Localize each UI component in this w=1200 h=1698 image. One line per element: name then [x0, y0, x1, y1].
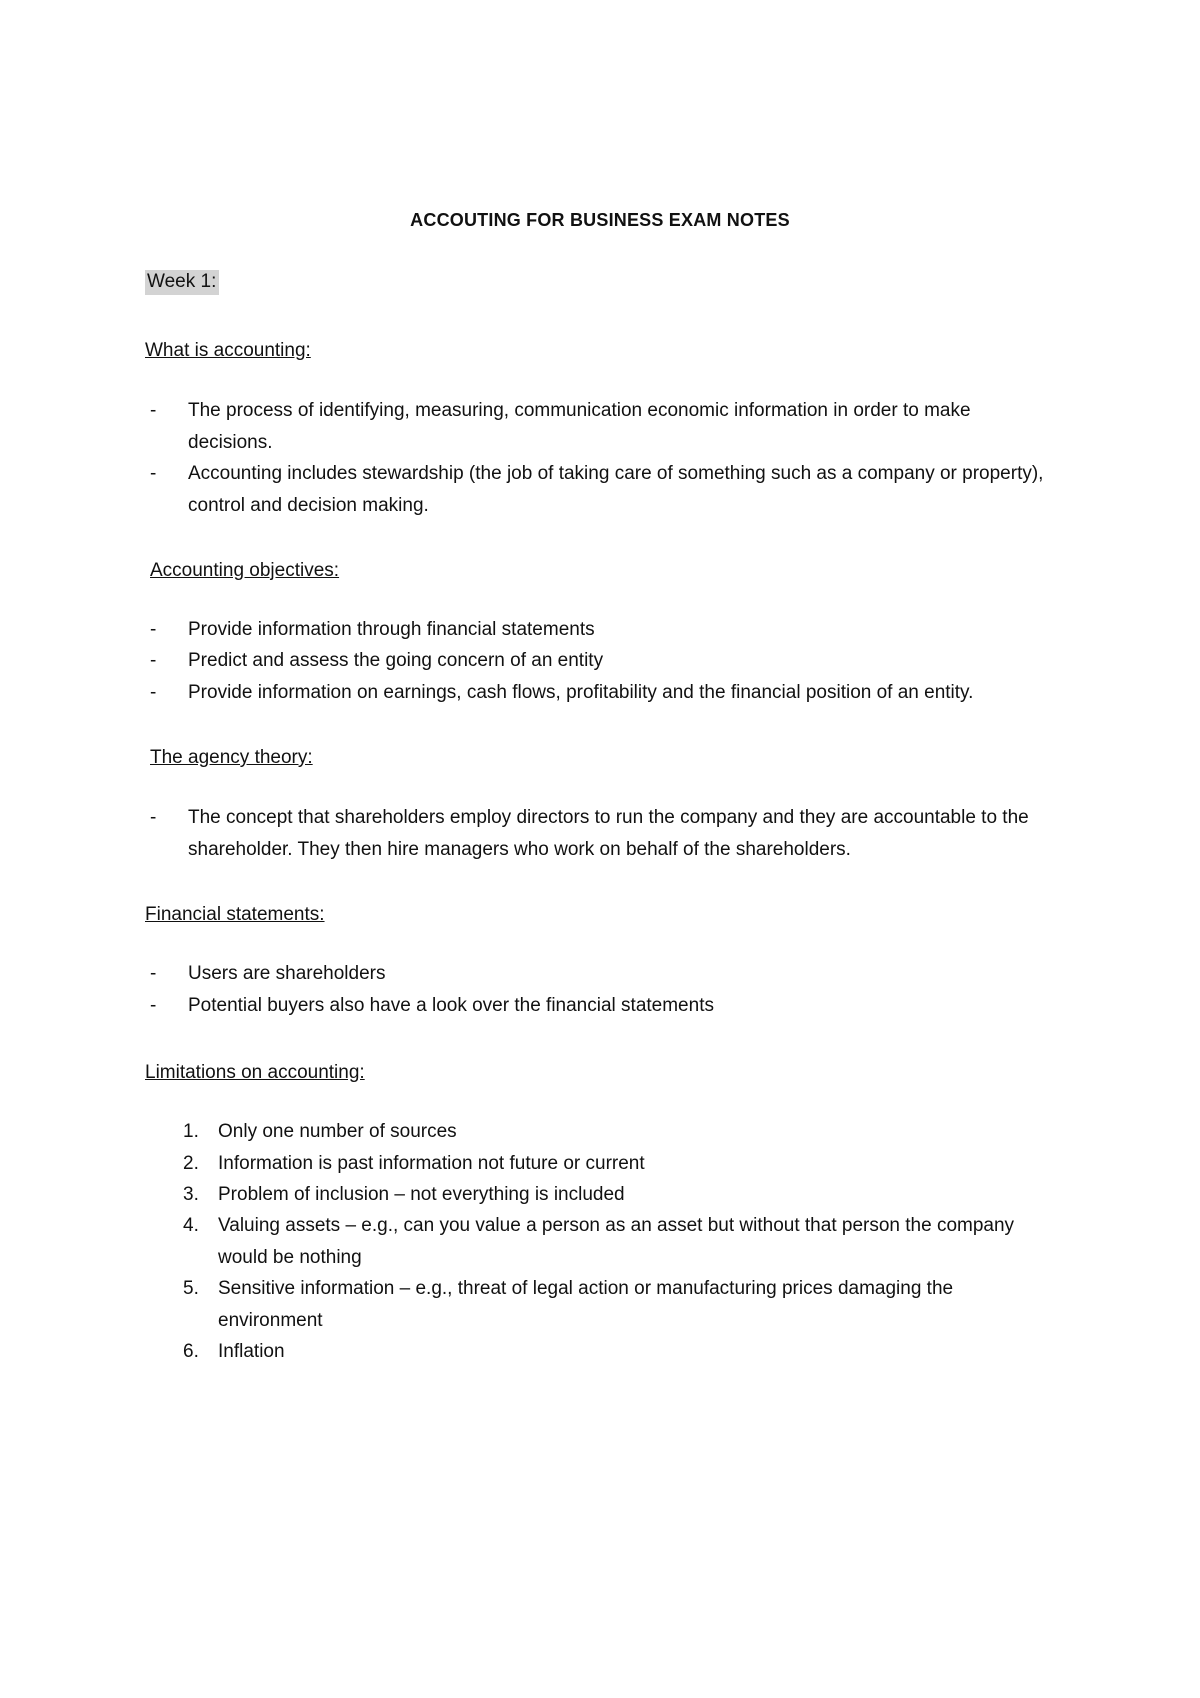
numbered-list-item — [150, 1273, 1050, 1336]
list-marker: - — [150, 995, 157, 1016]
list-number: 1. — [183, 1121, 199, 1142]
list-item — [150, 645, 1050, 677]
list-item-text: The process of identifying, measuring, communication economic information in order to make decisions. — [188, 400, 971, 453]
list-item — [150, 677, 1050, 709]
numbered-list-item — [150, 1210, 1050, 1273]
list-item-text: Accounting includes stewardship (the job of taking care of something such as a company or property), control and decision making. — [188, 463, 1044, 516]
list-marker: - — [150, 400, 157, 421]
list-item-text: Only one number of sources — [218, 1121, 457, 1142]
section-heading-what-is-accounting: What is accounting: — [145, 340, 311, 361]
list-marker: - — [150, 807, 157, 828]
numbered-list-item — [150, 1116, 1050, 1148]
section-heading-financial-statements: Financial statements: — [145, 904, 325, 925]
list-item-text: Inflation — [218, 1341, 285, 1362]
list-marker: - — [150, 463, 157, 484]
list-number: 2. — [183, 1153, 199, 1174]
list-item — [150, 395, 1050, 458]
list-item-text: The concept that shareholders employ directors to run the company and they are accountable to the shareholder. They then hire managers who work on behalf of the shareholders. — [188, 807, 1029, 860]
list-marker: - — [150, 619, 157, 640]
list-item-text: Problem of inclusion – not everything is included — [218, 1184, 625, 1205]
numbered-list-item — [150, 1179, 1050, 1211]
numbered-list-item — [150, 1336, 1050, 1368]
list-number: 5. — [183, 1278, 199, 1299]
list-item — [150, 458, 1050, 521]
numbered-list-item — [150, 1148, 1050, 1180]
section-heading-accounting-objectives: Accounting objectives: — [150, 560, 340, 581]
list-marker: - — [150, 682, 157, 703]
list-item-text: Provide information on earnings, cash flows, profitability and the financial position of an entity. — [188, 682, 974, 703]
list-item-text: Users are shareholders — [188, 963, 386, 984]
list-item-text: Provide information through financial statements — [188, 619, 595, 640]
list-item — [150, 614, 1050, 646]
week-label: Week 1: — [145, 270, 219, 295]
document-title: ACCOUTING FOR BUSINESS EXAM NOTES — [410, 210, 790, 230]
list-item-text: Potential buyers also have a look over the financial statements — [188, 995, 714, 1016]
list-item — [150, 802, 1050, 865]
section-heading-agency-theory: The agency theory: — [150, 747, 313, 768]
list-item-text: Predict and assess the going concern of an entity — [188, 650, 604, 671]
list-item-text: Valuing assets – e.g., can you value a person as an asset but without that person the company would be nothing — [218, 1215, 1015, 1268]
list-marker: - — [150, 963, 157, 984]
list-item-text: Sensitive information – e.g., threat of legal action or manufacturing prices damaging the environment — [218, 1278, 954, 1331]
list-marker: - — [150, 650, 157, 671]
list-number: 3. — [183, 1184, 199, 1205]
list-number: 4. — [183, 1215, 199, 1236]
list-number: 6. — [183, 1341, 199, 1362]
list-item — [150, 990, 1050, 1022]
list-item — [150, 958, 1050, 990]
list-item-text: Information is past information not future or current — [218, 1153, 645, 1174]
section-heading-limitations: Limitations on accounting: — [145, 1062, 365, 1083]
